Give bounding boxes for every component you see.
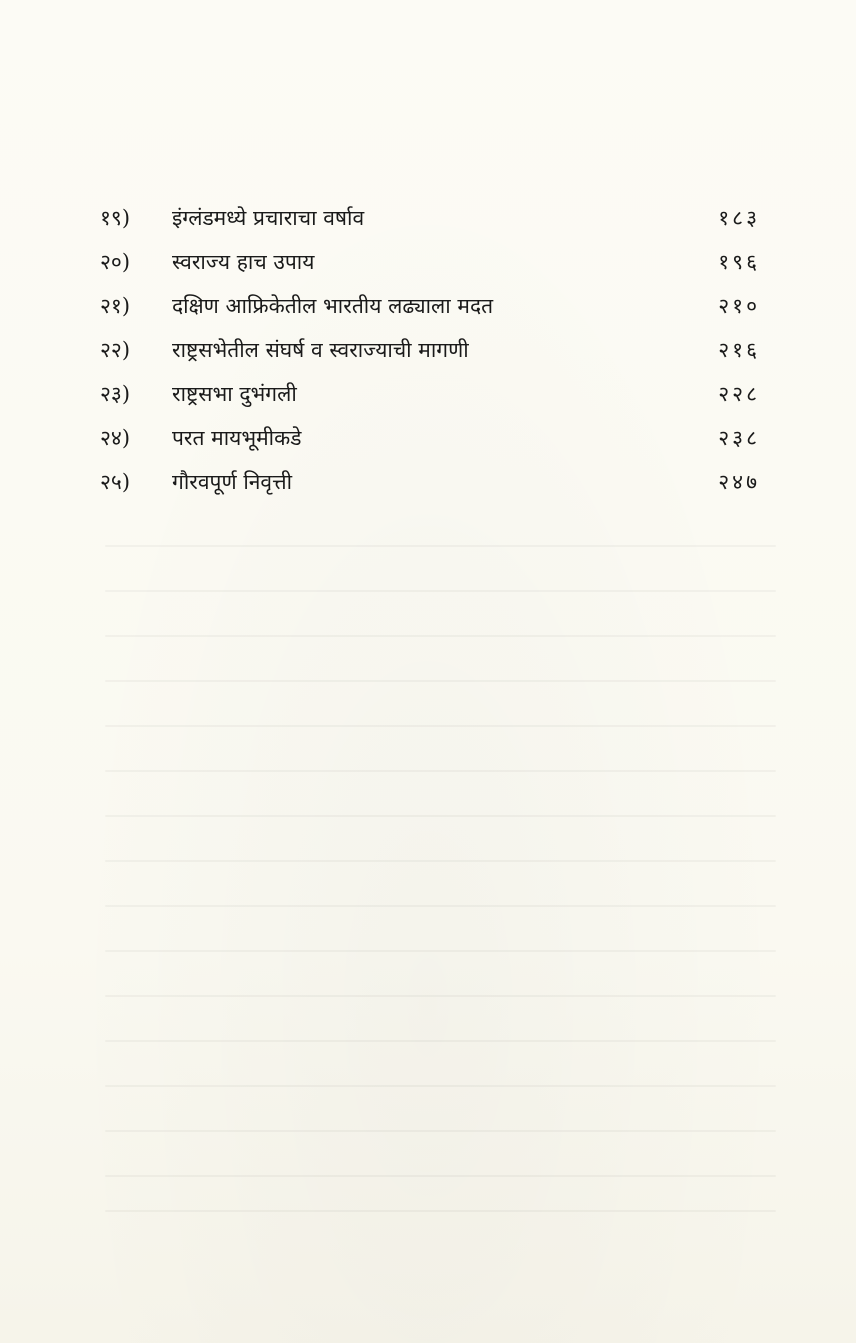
chapter-number: २०) [100, 250, 131, 274]
show-through-line [105, 1130, 776, 1132]
toc-entry [100, 284, 760, 328]
chapter-number: २२) [100, 338, 131, 362]
show-through-line [105, 770, 776, 772]
chapter-number: २५) [100, 470, 131, 494]
page-number: १९६ [718, 250, 760, 274]
show-through-line [105, 860, 776, 862]
page-number: २४७ [718, 470, 760, 494]
show-through-line [105, 905, 776, 907]
chapter-title: इंग्लंडमध्ये प्रचाराचा वर्षाव [172, 206, 365, 230]
chapter-title: राष्ट्रसभेतील संघर्ष व स्वराज्याची मागणी [172, 338, 469, 362]
toc-entry [100, 240, 760, 284]
chapter-number: २४) [100, 426, 131, 450]
show-through-line [105, 950, 776, 952]
chapter-number: १९) [100, 206, 131, 230]
page-number: २१६ [718, 338, 760, 362]
show-through-line [105, 995, 776, 997]
show-through-line [105, 1175, 776, 1177]
page-number: २२८ [718, 382, 760, 406]
show-through-line [105, 725, 776, 727]
chapter-title: राष्ट्रसभा दुभंगली [172, 382, 297, 406]
toc-entry [100, 460, 760, 504]
chapter-number: २१) [100, 294, 131, 318]
show-through-line [105, 1210, 776, 1212]
show-through-line [105, 1085, 776, 1087]
show-through-line [105, 635, 776, 637]
toc-entry [100, 328, 760, 372]
show-through-line [105, 1040, 776, 1042]
chapter-title: गौरवपूर्ण निवृत्ती [172, 470, 293, 494]
chapter-title: स्वराज्य हाच उपाय [172, 250, 315, 274]
chapter-number: २३) [100, 382, 131, 406]
chapter-title: परत मायभूमीकडे [172, 426, 302, 450]
toc-entry [100, 372, 760, 416]
show-through-line [105, 545, 776, 547]
show-through-line [105, 680, 776, 682]
show-through-line [105, 815, 776, 817]
page-number: १८३ [718, 206, 760, 230]
page-number: २३८ [718, 426, 760, 450]
toc-entry [100, 196, 760, 240]
chapter-title: दक्षिण आफ्रिकेतील भारतीय लढ्याला मदत [172, 294, 494, 318]
table-of-contents [100, 196, 760, 504]
page-number: २१० [718, 294, 760, 318]
show-through-line [105, 590, 776, 592]
toc-entry [100, 416, 760, 460]
